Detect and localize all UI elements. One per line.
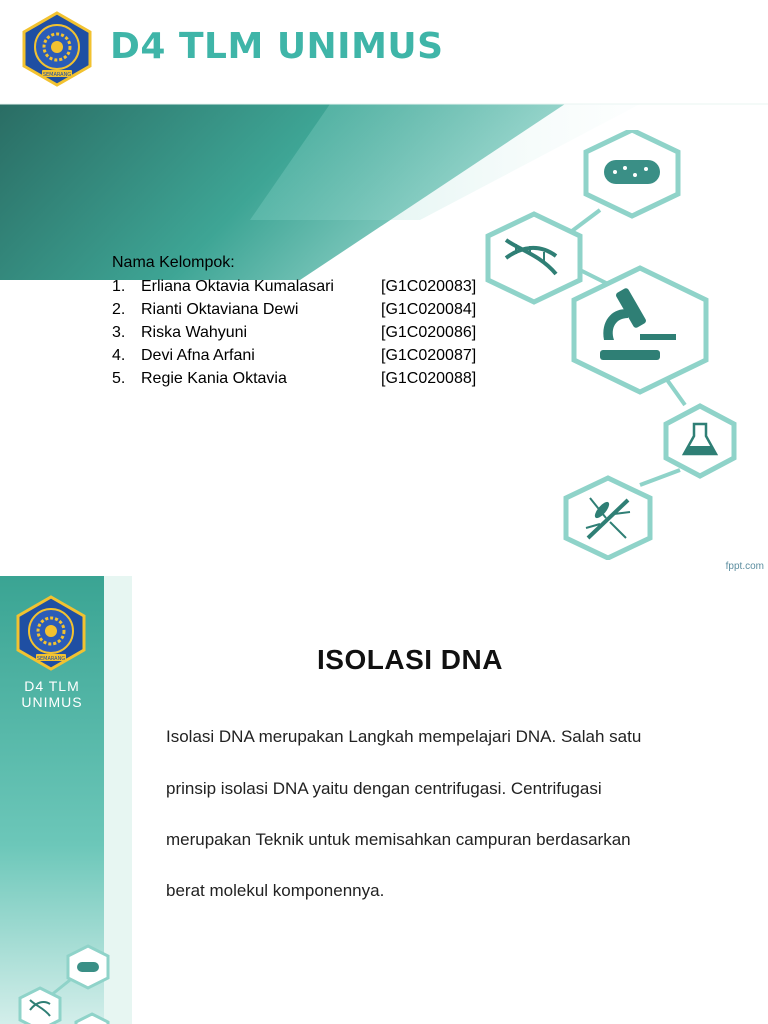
member-nim: [G1C020088] <box>381 370 477 387</box>
dna-icon <box>20 988 60 1024</box>
slide-title: ISOLASI DNA <box>317 644 503 675</box>
member-nim: [G1C020083] <box>381 278 477 295</box>
member-number: 5. <box>112 370 126 387</box>
hexagon-icon-chain <box>0 936 130 1024</box>
mosquito-icon <box>566 478 650 558</box>
member-number: 4. <box>112 347 126 364</box>
hexagon-icon-chain <box>470 130 760 560</box>
member-name: Rianti Oktaviana Dewi <box>141 301 299 318</box>
dna-icon <box>488 214 580 302</box>
member-number: 3. <box>112 324 126 341</box>
flask-icon <box>666 406 734 476</box>
paragraph-line: Isolasi DNA merupakan Langkah mempelajari DNA. Salah satu <box>166 727 642 746</box>
member-name: Devi Afna Arfani <box>141 347 255 364</box>
member-nim: [G1C020087] <box>381 347 477 364</box>
bacteria-icon <box>68 946 108 988</box>
microscope-icon <box>76 1014 108 1024</box>
member-nim: [G1C020086] <box>381 324 477 341</box>
member-name: Riska Wahyuni <box>141 324 248 341</box>
member-row <box>112 347 492 369</box>
sidebar-brand-line2: UNIMUS <box>21 694 83 710</box>
paragraph-line: merupakan Teknik untuk memisahkan campuran berdasarkan <box>166 830 631 849</box>
member-name: Erliana Oktavia Kumalasari <box>141 278 334 295</box>
sidebar-brand-line1: D4 TLM <box>24 678 80 694</box>
microscope-icon <box>574 268 706 392</box>
logo-text: SEMARANG <box>42 72 72 78</box>
member-row <box>112 301 492 323</box>
member-row <box>112 324 492 346</box>
content-slide <box>0 576 768 1024</box>
university-logo <box>12 594 90 672</box>
member-number: 2. <box>112 301 126 318</box>
group-label: Nama Kelompok: <box>112 254 235 271</box>
university-logo <box>18 10 96 88</box>
brand-title: D4 TLM UNIMUS <box>110 26 444 67</box>
member-number: 1. <box>112 278 126 295</box>
paragraph-line: berat molekul komponennya. <box>166 881 385 900</box>
member-row <box>112 370 492 392</box>
logo-text: SEMARANG <box>36 656 66 662</box>
watermark: fppt.com <box>725 561 764 572</box>
member-name: Regie Kania Oktavia <box>141 370 287 387</box>
paragraph-line: prinsip isolasi DNA yaitu dengan centrifugasi. Centrifugasi <box>166 779 602 798</box>
sidebar-brand <box>0 678 104 710</box>
bacteria-icon <box>586 130 678 216</box>
member-nim: [G1C020084] <box>381 301 477 318</box>
member-row <box>112 278 492 300</box>
